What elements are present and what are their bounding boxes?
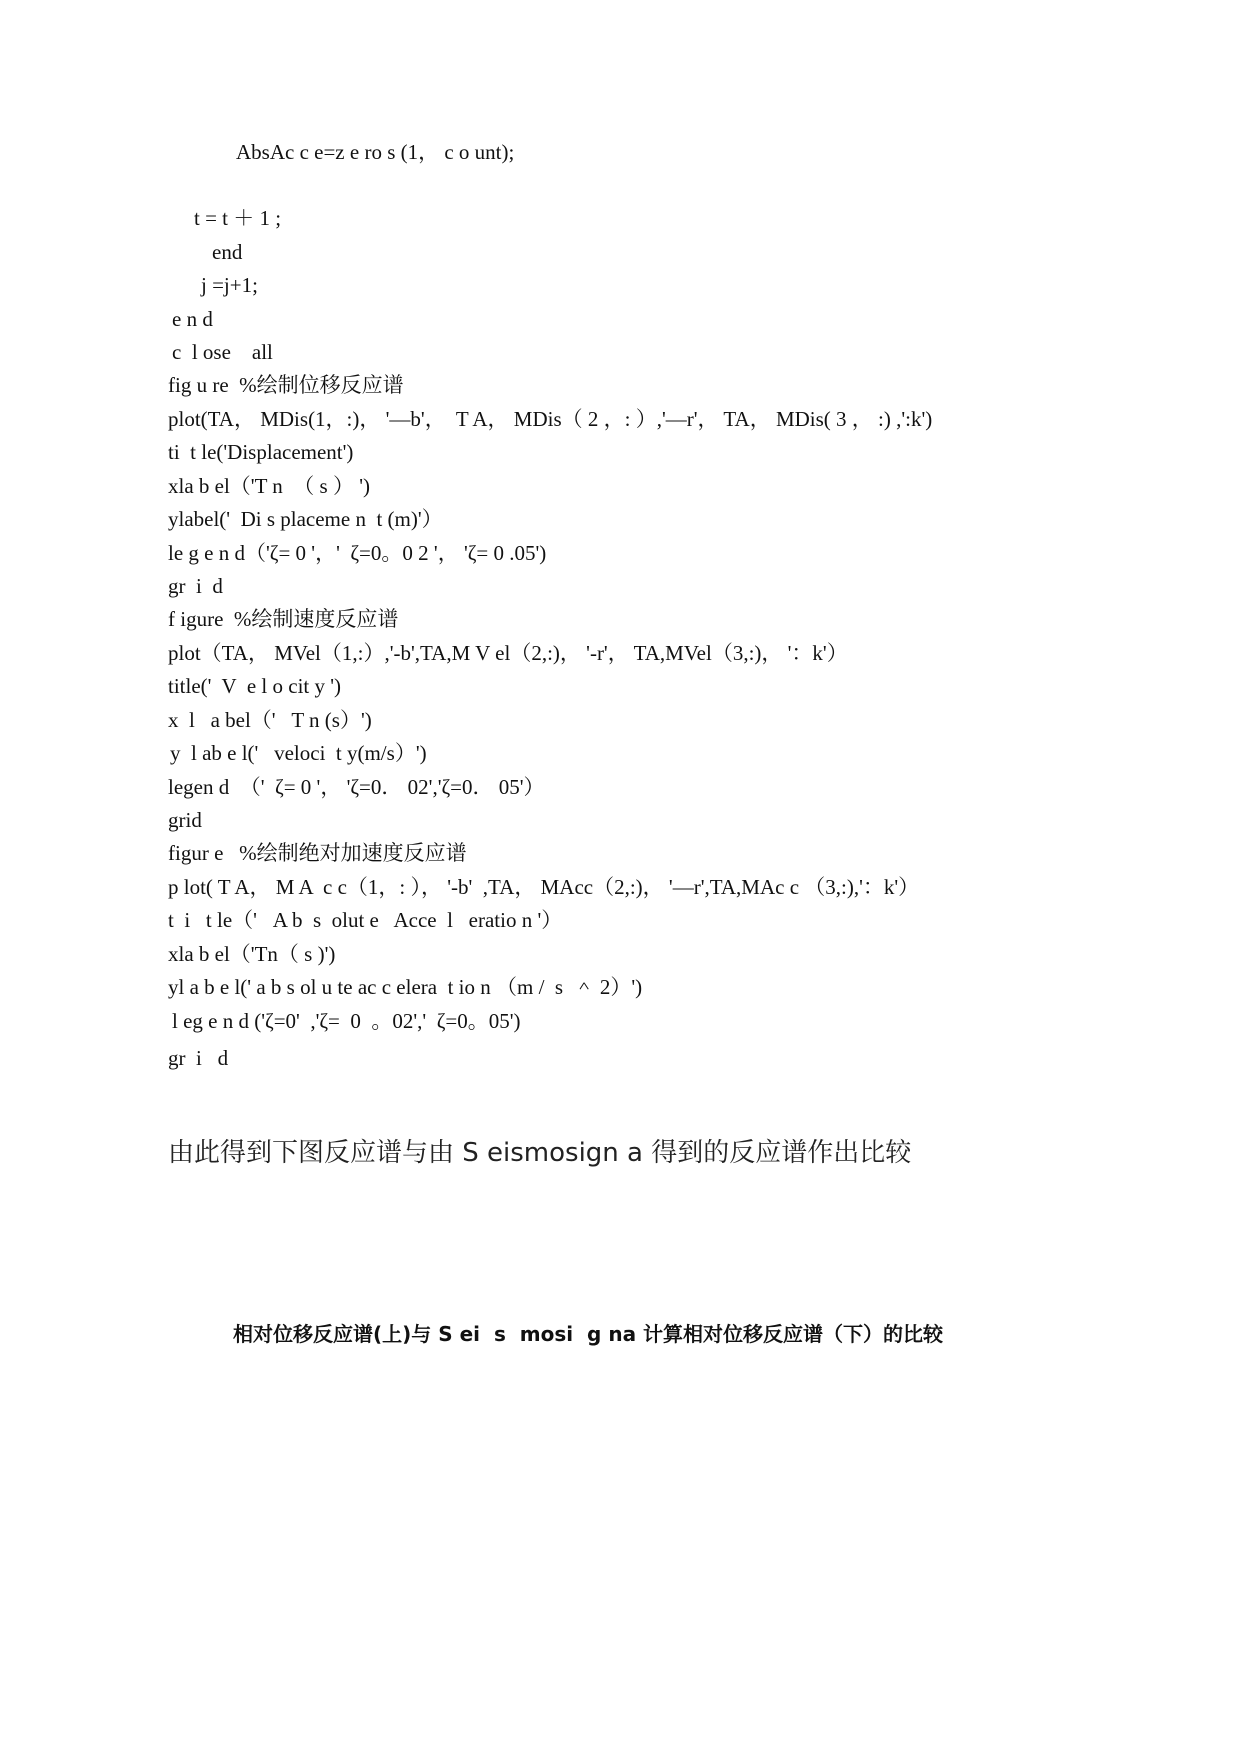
code-line: y l ab e l(' veloci t y(m/s）') — [170, 741, 427, 765]
code-line: t = t ＋ 1 ; — [194, 206, 282, 230]
code-line: end — [212, 240, 243, 264]
code-line: le g e n d（'ζ= 0 '，' ζ=0。0 2 '， 'ζ= 0 .05') — [168, 541, 547, 565]
code-line: l eg e n d ('ζ=0' ,'ζ= 0 。02',' ζ=0。05') — [172, 1009, 521, 1033]
code-line: title(' V e l o cit y ') — [168, 674, 342, 698]
code-line: gr i d — [168, 574, 223, 598]
code-line: fig u re %绘制位移反应谱 — [168, 373, 404, 397]
code-line: p lot( T A， M A c c（1，: ）， '-b' ,TA， MAcc（2,:)， '—r',TA,MAc c （3,:),'：k'） — [168, 875, 920, 899]
code-line: t i t le（' A b s olut e Acce l eratio n '） — [168, 908, 563, 932]
code-line: yl a b e l(' a b s ol u te ac c elera t io n （m / s ＾ 2）') — [168, 975, 643, 999]
code-line: ylabel(' Di s placeme n t (m)'） — [168, 507, 443, 531]
code-line: plot（TA， MVel（1,:）,'-b',TA,M V el（2,:)， '-r'， TA,MVel（3,:)， '：k'） — [168, 641, 848, 665]
code-line: ti t le('Displacement') — [168, 440, 354, 464]
code-line: e n d — [172, 307, 213, 331]
code-line: plot(TA， MDis(1，:)， '—b'， T A， MDis（ 2 ，: ）,'—r'， TA， MDis( 3 ， :) ,':k') — [168, 407, 933, 431]
code-line: AbsAc c e=z e ro s (1， c o unt); — [236, 140, 515, 164]
code-line: xla b el（'T n （ s ） ') — [168, 474, 370, 498]
code-line: legen d （' ζ= 0 '， 'ζ=0． 02','ζ=0． 05'） — [168, 775, 545, 799]
code-line: f igure %绘制速度反应谱 — [168, 607, 399, 631]
code-line: figur e %绘制绝对加速度反应谱 — [168, 841, 467, 865]
code-line: j =j+1; — [201, 273, 258, 297]
figure-caption: 相对位移反应谱(上)与 S ei s mosi g na 计算相对位移反应谱（下）的比较 — [233, 1322, 944, 1346]
code-line: xla b el（'Tn（ s )') — [168, 942, 336, 966]
code-line: grid — [168, 808, 202, 832]
code-line: gr i d — [168, 1046, 229, 1070]
code-line: c l ose all — [172, 340, 273, 364]
body-paragraph: 由此得到下图反应谱与由 S eismosign a 得到的反应谱作出比较 — [168, 1138, 912, 1168]
code-line: x l a bel（' T n (s）') — [168, 708, 372, 732]
